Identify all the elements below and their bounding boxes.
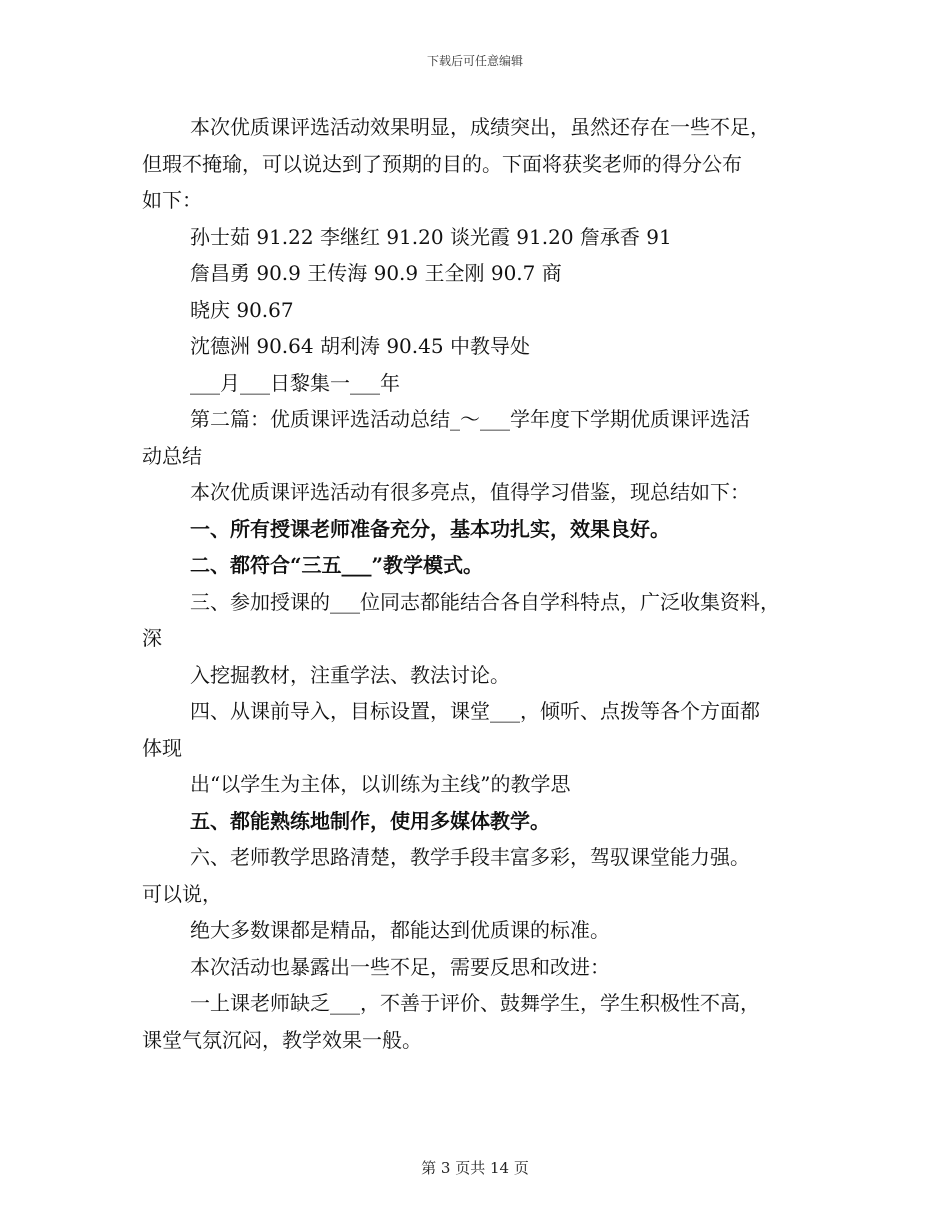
text-line: 一上课老师缺乏___，不善于评价、鼓舞学生，学生积极性不高， <box>190 991 760 1015</box>
text-line: 可以说， <box>142 881 222 906</box>
text-line: 入挖掘教材，注重学法、教法讨论。 <box>190 662 510 687</box>
document-body <box>142 109 818 1058</box>
text-line: 但瑕不掩瑜，可以说达到了预期的目的。下面将获奖老师的得分公布 <box>142 151 742 176</box>
text-line: 孙士茹 91.22 李继红 91.20 谈光霞 91.20 詹承香 91 <box>190 224 672 249</box>
text-line: 绝大多数课都是精品，都能达到优质课的标准。 <box>190 918 610 942</box>
text-line: 第二篇：优质课评选活动总结_～___学年度下学期优质课评选活 <box>190 407 750 431</box>
text-line: 课堂气氛沉闷，教学效果一般。 <box>142 1027 422 1052</box>
text-line: 如下： <box>142 188 202 212</box>
page-footer: 第 3 页共 14 页 <box>421 1159 529 1177</box>
text-line: 二、都符合“三五___”教学模式。 <box>190 553 484 577</box>
text-line: 三、参加授课的___位同志都能结合各自学科特点，广泛收集资料， <box>190 589 780 614</box>
text-line: 动总结 <box>142 443 202 468</box>
text-line: 四、从课前导入，目标设置，课堂___，倾听、点拨等各个方面都 <box>190 699 760 723</box>
text-line: ___月___日黎集一___年 <box>190 370 400 395</box>
text-line: 一、所有授课老师准备充分，基本功扎实，效果良好。 <box>190 516 670 541</box>
text-line: 晓庆 90.67 <box>190 297 294 322</box>
text-line: 詹昌勇 90.9 王传海 90.9 王全刚 90.7 商 <box>190 261 562 285</box>
text-line: 本次活动也暴露出一些不足，需要反思和改进： <box>190 954 610 979</box>
text-line: 出“以学生为主体，以训练为主线”的教学思 <box>190 772 571 796</box>
text-line: 本次优质课评选活动效果明显，成绩突出，虽然还存在一些不足， <box>190 115 770 139</box>
text-line: 深 <box>142 626 162 650</box>
text-line: 本次优质课评选活动有很多亮点，值得学习借鉴，现总结如下： <box>190 480 750 504</box>
page-header: 下载后可任意编辑 <box>426 54 523 68</box>
text-line: 沈德洲 90.64 胡利涛 90.45 中教导处 <box>190 334 530 358</box>
text-line: 体现 <box>142 735 182 760</box>
text-line: 五、都能熟练地制作，使用多媒体教学。 <box>190 808 550 833</box>
text-line: 六、老师教学思路清楚，教学手段丰富多彩，驾驭课堂能力强。 <box>190 845 750 869</box>
